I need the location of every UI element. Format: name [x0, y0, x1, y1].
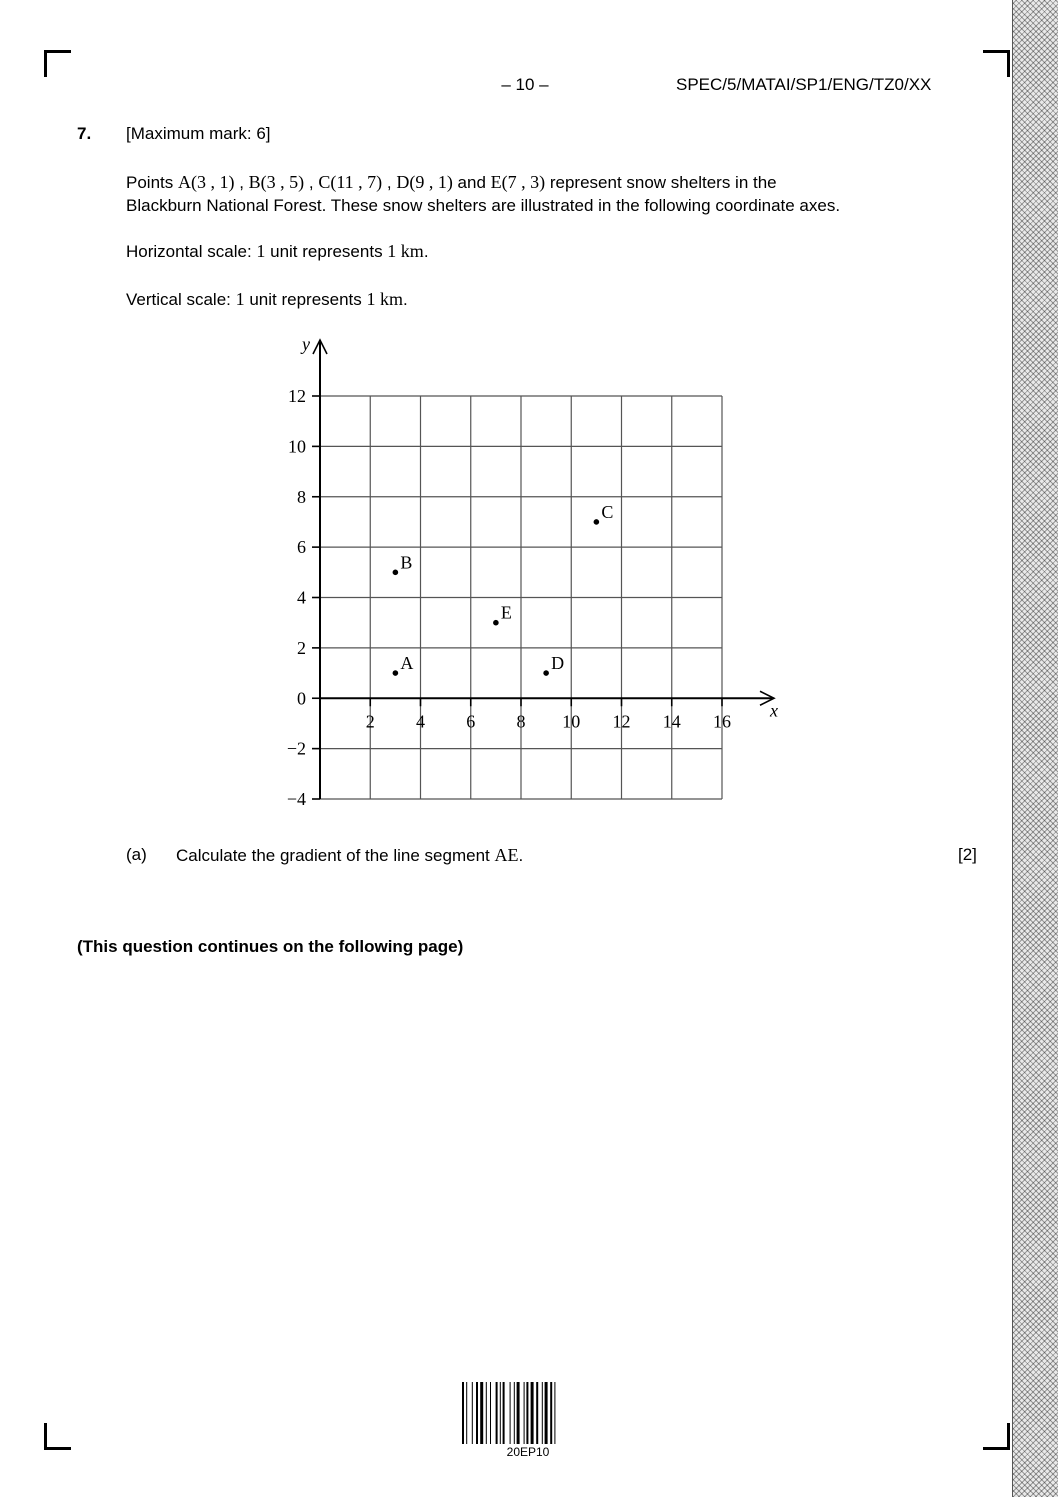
vertical-scale [126, 288, 408, 311]
maximum-mark: [Maximum mark: 6] [126, 124, 271, 143]
point-c-coords: C(11 , 7) [318, 172, 383, 192]
point-b [393, 570, 399, 576]
intro-text: represent snow shelters in the [545, 173, 777, 192]
horizontal-scale [126, 240, 429, 263]
barcode-bar [510, 1382, 511, 1444]
y-tick-label: 0 [297, 688, 306, 709]
y-tick-label: 10 [288, 436, 306, 457]
crop-mark-bottom-right [983, 1423, 1010, 1450]
crop-mark-top-right [983, 50, 1010, 77]
barcode-bar [480, 1382, 483, 1444]
barcode-id: 20EP10 [506, 1445, 550, 1459]
barcode-bar [472, 1382, 473, 1444]
barcode-bar [486, 1382, 487, 1444]
scale-end: . [403, 290, 408, 309]
point-label-c: C [601, 501, 614, 522]
x-tick-label: 6 [466, 711, 476, 732]
x-axis-label: x [770, 700, 778, 721]
point-b-coords: B(3 , 5) [248, 172, 305, 192]
barcode-bar [536, 1382, 538, 1444]
y-tick-label: 2 [297, 637, 306, 658]
point-label-e: E [500, 602, 512, 623]
barcode-bar [466, 1382, 467, 1444]
part-a-marks: [2] [958, 845, 977, 864]
y-tick-label: −2 [286, 738, 306, 759]
segment-name: AE [494, 845, 519, 865]
barcode-bar [496, 1382, 498, 1444]
intro-text: Points [126, 173, 178, 192]
paper-code: SPEC/5/MATAI/SP1/ENG/TZ0/XX [676, 75, 932, 94]
question-intro-line1 [126, 171, 777, 194]
y-tick-label: 8 [297, 486, 306, 507]
part-a-end: . [518, 846, 524, 865]
margin-hatch [1012, 0, 1058, 1497]
barcode-bar [524, 1382, 525, 1444]
crop-mark-top-left [44, 50, 71, 77]
x-tick-label: 14 [662, 711, 681, 732]
barcode-bar [500, 1382, 501, 1444]
barcode [462, 1382, 594, 1444]
question-number: 7. [77, 124, 92, 143]
scale-label: Vertical scale: [126, 290, 236, 309]
part-a-text: Calculate the gradient of the line segment [176, 846, 495, 865]
page-number: – 10 – [501, 75, 549, 94]
x-tick-label: 16 [713, 711, 731, 732]
y-tick-label: −4 [286, 789, 306, 809]
part-a-label: (a) [126, 845, 147, 864]
coordinate-grid-chart [268, 330, 788, 815]
barcode-bar [526, 1382, 528, 1444]
barcode-bar [514, 1382, 515, 1444]
question-intro-line2: Blackburn National Forest. These snow shelters are illustrated in the following coordinate axes. [126, 196, 841, 215]
barcode-bar [462, 1382, 464, 1444]
point-c [594, 519, 600, 525]
crop-mark-bottom-left [44, 1423, 71, 1450]
barcode-bar [545, 1382, 548, 1444]
barcode-bar [490, 1382, 491, 1444]
point-e [493, 620, 499, 626]
x-tick-label: 4 [416, 711, 425, 732]
barcode-bar [503, 1382, 505, 1444]
y-tick-label: 12 [288, 386, 306, 406]
continues-notice: (This question continues on the following page) [77, 937, 464, 956]
separator: , [382, 173, 397, 192]
point-label-b: B [400, 552, 413, 573]
point-d-coords: D(9 , 1) [396, 172, 453, 192]
y-tick-label: 4 [297, 587, 306, 608]
scale-text: unit represents [244, 290, 367, 309]
point-d [543, 670, 549, 676]
barcode-bar [517, 1382, 520, 1444]
x-tick-label: 8 [516, 711, 526, 732]
scale-label: Horizontal scale: [126, 242, 257, 261]
x-tick-label: 12 [612, 711, 631, 732]
scale-text: unit represents [265, 242, 388, 261]
barcode-bar [550, 1382, 552, 1444]
x-tick-label: 2 [365, 711, 375, 732]
scale-end: . [423, 242, 429, 261]
scale-unit-value: 1 [256, 241, 266, 261]
scale-distance: 1 km [366, 289, 404, 309]
point-e-coords: E(7 , 3) [490, 172, 546, 192]
scale-distance: 1 km [387, 241, 424, 261]
separator: and [452, 173, 491, 192]
barcode-bar [542, 1382, 543, 1444]
barcode-bar [476, 1382, 478, 1444]
point-a-coords: A(3 , 1) [177, 172, 235, 192]
point-a [393, 670, 399, 676]
separator: , [304, 173, 319, 192]
barcode-bar [554, 1382, 555, 1444]
part-a-question [176, 844, 523, 867]
y-axis-label: y [302, 334, 310, 354]
scale-unit-value: 1 [235, 289, 245, 309]
x-tick-label: 10 [562, 711, 581, 732]
point-label-a: A [400, 653, 414, 674]
point-label-d: D [551, 653, 565, 674]
barcode-bar [531, 1382, 534, 1444]
separator: , [234, 173, 249, 192]
y-tick-label: 6 [297, 537, 306, 558]
